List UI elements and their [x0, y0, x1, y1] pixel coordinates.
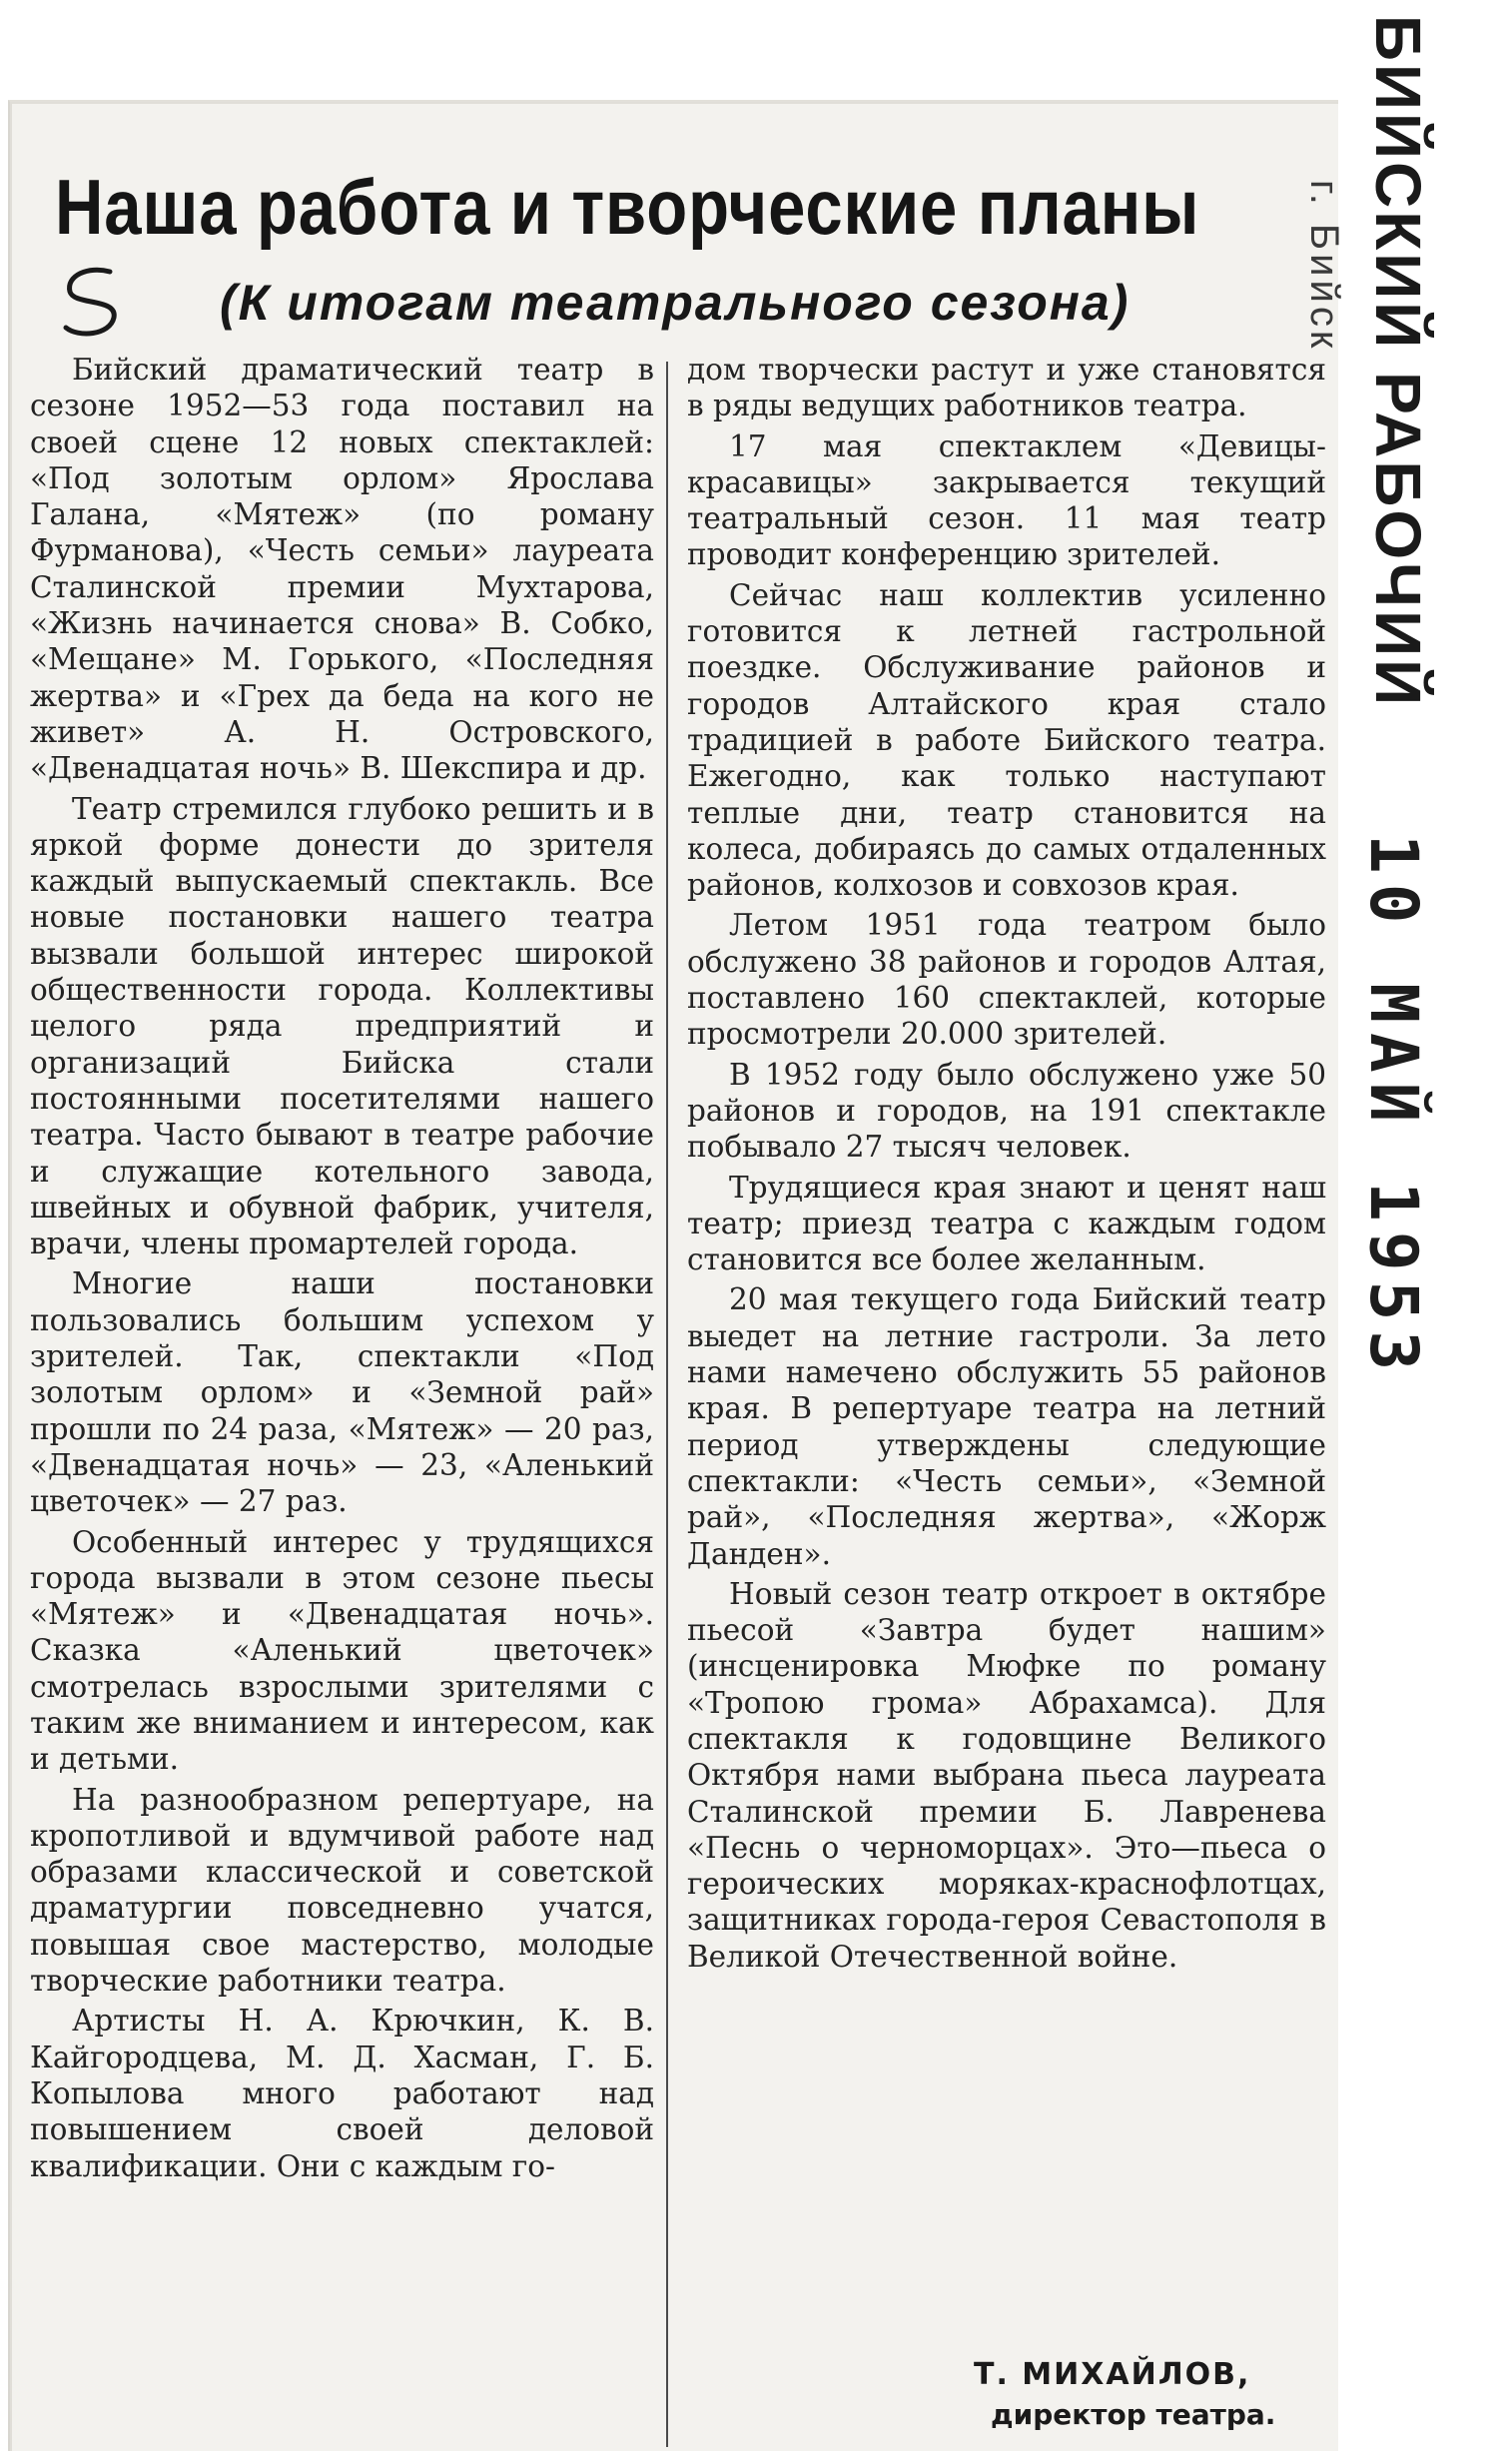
- newspaper-name-stamp: БИЙСКИЙ РАБОЧИЙ: [1362, 15, 1434, 709]
- article-column-left: [30, 352, 654, 2188]
- article-subheadline: (К итогам театрального сезона): [220, 275, 1131, 331]
- paragraph: Особенный интерес у трудящихся города вызвали в этом сезоне пьесы «Мятеж» и «Двенадцатая ночь». Сказка «Аленький цветочек» смотрелась взрослыми зрителями с таким же вниманием и интересом, как и детьми.: [30, 1524, 654, 1777]
- article-column-right: [687, 352, 1326, 1979]
- city-stamp: г. Бийск: [1302, 180, 1346, 353]
- paragraph: На разнообразном репертуаре, на кропотливой и вдумчивой работе над образами классической и советской драматургии повседневно учатся, повышая свое мастерство, молодые творческие работники театра.: [30, 1782, 654, 1999]
- paragraph: В 1952 году было обслужено уже 50 районов и городов, на 191 спектакле побывало 27 тысяч человек.: [687, 1057, 1326, 1165]
- paragraph: Сейчас наш коллектив усиленно готовится к летней гастрольной поездке. Обслуживание районов и городов Алтайского края стало традицией в работе Бийского театра. Ежегодно, как только наступают теплые дни, театр становится на колеса, добираясь до самых отдаленных районов, колхозов и совхозов края.: [687, 577, 1326, 903]
- paragraph: 20 мая текущего года Бийский театр выедет на летние гастроли. За лето нами намечено обслужить 55 районов края. В репертуаре театра на летний период утверждены следующие спектакли: «Честь семьи», «Земной рай», «Последняя жертва», «Жорж Данден».: [687, 1282, 1326, 1571]
- paragraph: Летом 1951 года театром было обслужено 38 районов и городов Алтая, поставлено 160 спектаклей, которые просмотрели 20.000 зрителей.: [687, 908, 1326, 1052]
- author-signature: Т. МИХАЙЛОВ,: [974, 2357, 1251, 2392]
- paragraph: Артисты Н. А. Крючкин, К. В. Кайгородцева, М. Д. Хасман, Г. Б. Копылова много работают над повышением своей деловой квалификации. Они с каждым го-: [30, 2004, 654, 2183]
- paragraph: дом творчески растут и уже становятся в ряды ведущих работников театра.: [687, 353, 1326, 423]
- handwritten-mark-icon: [48, 258, 138, 348]
- paragraph: Театр стремился глубоко решить и в яркой форме донести до зрителя каждый выпускаемый спектакль. Все новые постановки нашего театра вызвали большой интерес широкой общественности города. Коллективы целого ряда предприятий и организаций Бийска стали постоянными посетителями нашего театра. Часто бывают в театре рабочие и служащие котельного завода, швейных и обувной фабрик, учителя, врачи, члены промартелей города.: [30, 791, 654, 1261]
- paragraph: 17 мая спектаклем «Девицы-красавицы» закрывается текущий театральный сезон. 11 мая театр проводит конференцию зрителей.: [687, 428, 1326, 572]
- paragraph: Бийский драматический театр в сезоне 1952—53 года поставил на своей сцене 12 новых спектаклей: «Под золотым орлом» Ярослава Галана, «Мятеж» (по роману Фурманова), «Честь семьи» лауреата Сталинской премии Мухтарова, «Жизнь начинается снова» В. Собко, «Мещане» М. Горького, «Последняя жертва» и «Грех да беда на кого не живет» А. Н. Островского, «Двенадцатая ночь» В. Шекспира и др.: [30, 353, 654, 786]
- column-divider: [666, 362, 668, 2447]
- article-headline: Наша работа и творческие планы: [55, 163, 1200, 251]
- paragraph: Новый сезон театр откроет в октябре пьесой «Завтра будет нашим» (инсценировка Мюфке по роману «Тропою грома» Абрахамса). Для спектакля к годовщине Великого Октября нами выбрана пьеса лауреата Сталинской премии Б. Лавренева «Песнь о черноморцах». Это—пьеса о героических моряках-краснофлотцах, защитниках города-героя Севастополя в Великой Отечественной войне.: [687, 1576, 1326, 1974]
- date-stamp: 10 МАЙ 1953: [1355, 834, 1432, 1381]
- paragraph: Многие наши постановки пользовались большим успехом у зрителей. Так, спектакли «Под золотым орлом» и «Земной рай» прошли по 24 раза, «Мятеж» — 20 раз, «Двенадцатая ночь» — 23, «Аленький цветочек» — 27 раз.: [30, 1266, 654, 1519]
- author-role: директор театра.: [991, 2398, 1276, 2431]
- paragraph: Трудящиеся края знают и ценят наш театр; приезд театра с каждым годом становится все более желанным.: [687, 1170, 1326, 1277]
